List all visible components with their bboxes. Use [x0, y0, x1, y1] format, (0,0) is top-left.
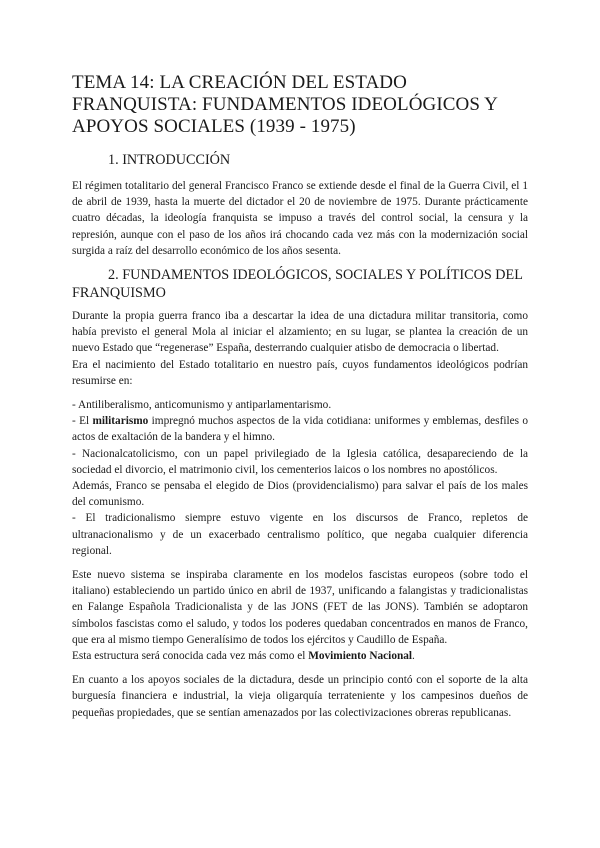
introduction-paragraph: El régimen totalitario del general Francisco Franco se extiende desde el final de la Guerra Civil, el 1 de abril de 1939, hasta la muerte del dictador el 20 de noviembre de 1975. Durante prácticamente cuatro décadas, la ideología franquista se impuso a través del control social, la censura y la represión, aunque con el paso de los años irá chocando cada vez más con la modernización social surgida a raíz del desarrollo económico de los años sesenta.	[72, 180, 528, 257]
paragraph-movimiento-nacional	[72, 648, 528, 664]
paragraph-modelos-fascistas: Este nuevo sistema se inspiraba claramente en los modelos fascistas europeos (sobre todo el italiano) estableciendo un partido único en abril de 1937, unificando a falangistas y tradicionalistas en Falange Española Tradicionalista y de las JONS (FET de las JONS). También se adoptaron símbolos fascistas como el saludo, y todos los poderes quedaban concentrados en manos de Franco, que era al mismo tiempo Generalísimo de todos los ejércitos y Caudillo de España.	[72, 569, 528, 646]
bullet-antiliberalismo: - Antiliberalismo, anticomunismo y antiparlamentarismo.	[72, 399, 332, 412]
movimiento-suffix: .	[412, 650, 415, 663]
section-heading-fundamentos: 2. FUNDAMENTOS IDEOLÓGICOS, SOCIALES Y POLÍTICOS DEL FRANQUISMO	[72, 267, 523, 302]
paragraph-guerra: Durante la propia guerra franco iba a descartar la idea de una dictadura militar transitoria, como había previsto el general Mola al iniciar el alzamiento; en su lugar, se plantea la creación de un nuevo Estado que “regenerase” España, desterrando cualquier atisbo de democracia o libertad.	[72, 310, 528, 355]
bullet-militarismo	[72, 413, 528, 445]
bullet-tradicionalismo: - El tradicionalismo siempre estuvo vigente en los discursos de Franco, repletos de ultranacionalismo y de un exacerbado centralismo político, que negaba cualquier diferencia regional.	[72, 512, 528, 557]
section-heading-introduccion: 1. INTRODUCCIÓN	[108, 152, 231, 168]
paragraph-nacimiento: Era el nacimiento del Estado totalitario en nuestro país, cuyos fundamentos ideológicos podrían resumirse en:	[72, 358, 528, 387]
bullet-militarismo-prefix: - El	[72, 415, 93, 428]
paragraph-providencialismo: Además, Franco se pensaba el elegido de Dios (providencialismo) para salvar el país de los males del comunismo.	[72, 480, 528, 509]
movimiento-prefix: Esta estructura será conocida cada vez más como el	[72, 650, 309, 663]
document-title: TEMA 14: LA CREACIÓN DEL ESTADO FRANQUISTA: FUNDAMENTOS IDEOLÓGICOS Y APOYOS SOCIALES (1939 - 1975)	[72, 72, 498, 137]
movimiento-term: Movimiento Nacional	[308, 650, 413, 663]
paragraph-apoyos-sociales: En cuanto a los apoyos sociales de la dictadura, desde un principio contó con el soporte de la alta burguesía financiera e industrial, la vieja oligarquía terrateniente y los campesinos dueños de pequeñas propiedades, que se sentían amenazados por las colectivizaciones obreras republicanas.	[72, 674, 528, 719]
bullet-militarismo-text: impregnó muchos aspectos de la vida cotidiana: uniformes y emblemas, desfiles o actos de exaltación de la bandera y el himno.	[72, 415, 528, 444]
bullet-militarismo-term: militarismo	[92, 415, 149, 428]
bullet-nacionalcatolicismo: - Nacionalcatolicismo, con un papel privilegiado de la Iglesia católica, desapareciendo de la sociedad el divorcio, el matrimonio civil, los cementerios laicos o los nombres no apostólicos.	[72, 447, 528, 476]
